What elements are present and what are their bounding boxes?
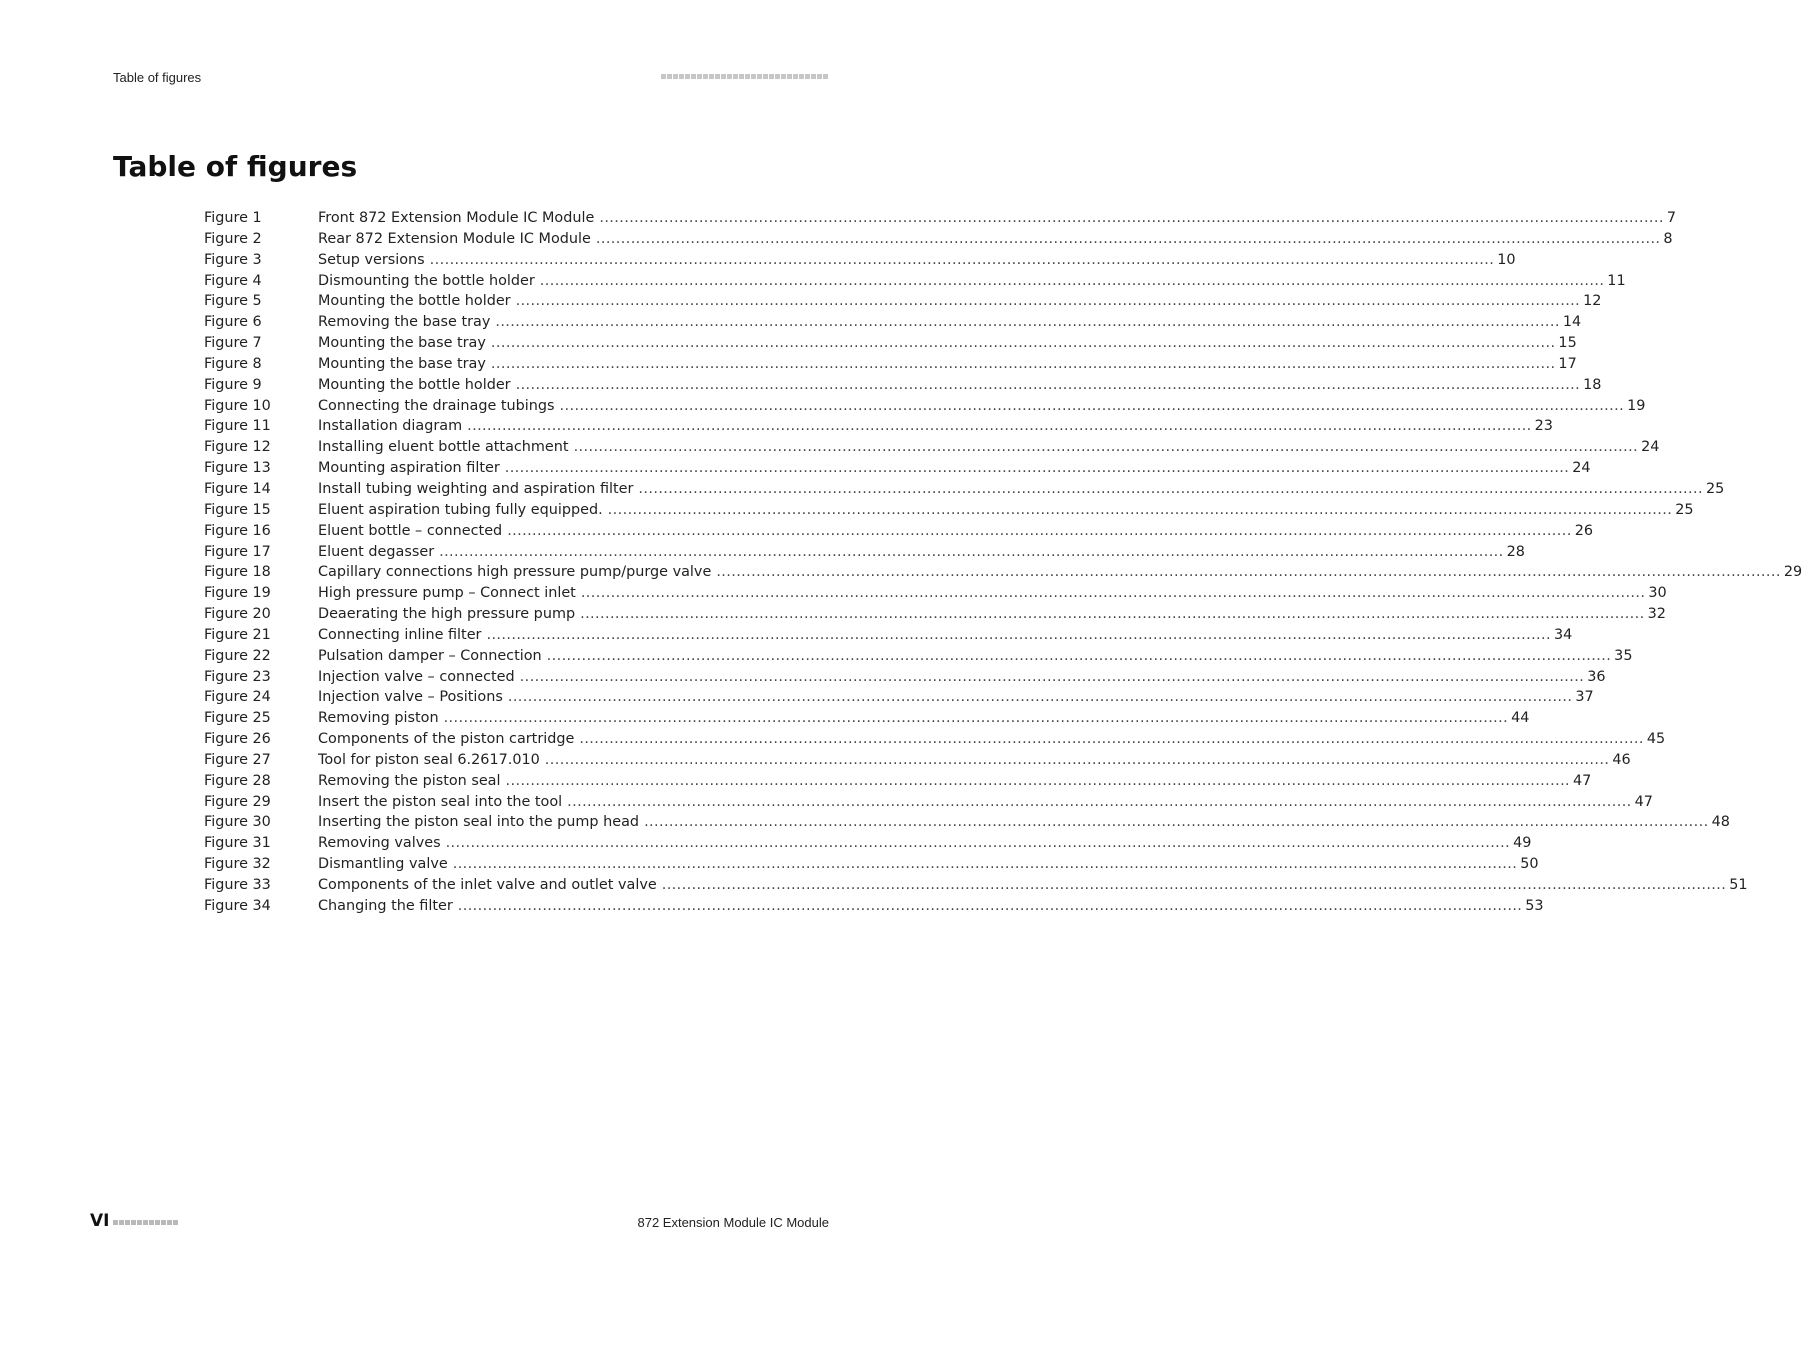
figure-title: Injection valve – connected (318, 668, 515, 685)
figure-label: Figure 28 (204, 772, 271, 789)
footer-decorative-squares (113, 1220, 178, 1225)
figure-title: Capillary connections high pressure pump/purge valve (318, 564, 712, 581)
page-title: Table of figures (113, 150, 358, 183)
figure-entry[interactable] (204, 667, 1606, 688)
dot-leader (505, 458, 1570, 479)
dot-leader (608, 500, 1673, 521)
figure-entry[interactable] (204, 500, 1694, 521)
figure-entry[interactable] (204, 458, 1591, 479)
dot-leader (491, 354, 1556, 375)
figure-label: Figure 11 (204, 418, 271, 435)
figure-entry[interactable] (204, 271, 1626, 292)
figure-label: Figure 21 (204, 626, 271, 643)
figure-label: Figure 23 (204, 668, 271, 685)
figure-page-number: 14 (1562, 314, 1582, 331)
figure-entry[interactable] (204, 354, 1577, 375)
figure-entry[interactable] (204, 792, 1653, 813)
figure-title: Pulsation damper – Connection (318, 647, 542, 664)
figure-page-number: 44 (1511, 710, 1530, 727)
figure-title: Installation diagram (318, 418, 463, 435)
figure-label: Figure 10 (204, 397, 271, 414)
figure-label: Figure 15 (204, 501, 271, 518)
figure-label: Figure 17 (204, 543, 271, 560)
figure-entry[interactable] (204, 875, 1748, 896)
figure-entry[interactable] (204, 771, 1592, 792)
dot-leader (547, 646, 1612, 667)
figure-page-number: 51 (1729, 877, 1748, 893)
dot-leader (516, 291, 1581, 312)
dot-leader (446, 833, 1511, 854)
figure-label: Figure 18 (204, 564, 271, 581)
figure-label: Figure 3 (204, 251, 262, 268)
figure-title: Mounting the base tray (318, 355, 486, 372)
figure-title: Eluent bottle – connected (318, 522, 503, 539)
figure-title: Inserting the piston seal into the pump head (318, 814, 640, 831)
figure-page-number: 15 (1558, 335, 1577, 352)
figure-label: Figure 7 (204, 335, 262, 352)
figure-title: High pressure pump – Connect inlet (318, 585, 576, 602)
figure-title: Removing piston (318, 710, 439, 727)
figure-label: Figure 5 (204, 293, 262, 310)
dot-leader (486, 625, 1551, 646)
figure-title: Deaerating the high pressure pump (318, 606, 576, 623)
figure-page-number: 25 (1675, 501, 1694, 518)
figure-page-number: 8 (1663, 230, 1673, 247)
figure-page-number: 48 (1711, 814, 1730, 831)
figure-title: Connecting the drainage tubings (318, 397, 555, 414)
figure-page-number: 25 (1705, 480, 1725, 497)
figure-list (204, 208, 1802, 917)
dot-leader (581, 583, 1646, 604)
figure-page-number: 10 (1497, 251, 1516, 268)
figure-entry[interactable] (204, 750, 1631, 771)
figure-page-number: 47 (1573, 772, 1592, 789)
figure-page-number: 37 (1575, 689, 1594, 706)
dot-leader (516, 375, 1581, 396)
figure-page-number: 7 (1666, 210, 1677, 226)
figure-label: Figure 20 (204, 606, 271, 623)
figure-entry[interactable] (204, 625, 1573, 646)
figure-entry[interactable] (204, 396, 1646, 417)
figure-title: Setup versions (318, 251, 425, 268)
figure-page-number: 19 (1627, 397, 1646, 414)
dot-leader (458, 896, 1523, 917)
figure-entry[interactable] (204, 229, 1673, 250)
dot-leader (567, 792, 1632, 813)
figure-title: Injection valve – Positions (318, 689, 503, 706)
figure-title: Mounting the base tray (318, 335, 486, 352)
dot-leader (453, 854, 1518, 875)
figure-label: Figure 34 (204, 897, 271, 914)
figure-title: Eluent aspiration tubing fully equipped. (318, 501, 603, 518)
dot-leader (716, 562, 1781, 583)
figure-label: Figure 25 (204, 710, 271, 727)
figure-page-number: 23 (1534, 418, 1553, 435)
figure-label: Figure 13 (204, 460, 271, 477)
dot-leader (467, 416, 1532, 437)
figure-entry[interactable] (204, 312, 1582, 333)
figure-entry[interactable] (204, 479, 1725, 500)
figure-title: Eluent degasser (318, 543, 435, 560)
figure-title: Removing the piston seal (318, 772, 501, 789)
dot-leader (596, 229, 1661, 250)
figure-page-number: 49 (1513, 835, 1532, 852)
figure-page-number: 26 (1574, 522, 1594, 539)
figure-label: Figure 22 (204, 647, 271, 664)
figure-title: Installing eluent bottle attachment (318, 439, 569, 456)
figure-label: Figure 32 (204, 856, 271, 873)
figure-label: Figure 6 (204, 314, 262, 331)
dot-leader (662, 875, 1727, 896)
figure-page-number: 18 (1583, 376, 1602, 393)
figure-title: Rear 872 Extension Module IC Module (318, 230, 591, 247)
figure-page-number: 46 (1612, 751, 1631, 768)
figure-label: Figure 19 (204, 585, 271, 602)
figure-label: Figure 1 (204, 210, 262, 226)
figure-label: Figure 8 (204, 355, 262, 372)
figure-page-number: 11 (1607, 272, 1626, 289)
figure-entry[interactable] (204, 562, 1802, 583)
dot-leader (491, 333, 1556, 354)
figure-label: Figure 9 (204, 376, 262, 393)
figure-entry[interactable] (204, 729, 1666, 750)
dot-leader (560, 396, 1625, 417)
dot-leader (520, 667, 1585, 688)
figure-page-number: 12 (1583, 293, 1602, 310)
figure-label: Figure 14 (204, 480, 271, 497)
figure-entry[interactable] (204, 708, 1530, 729)
figure-title: Components of the inlet valve and outlet valve (318, 877, 657, 893)
figure-entry[interactable] (204, 854, 1539, 875)
figure-page-number: 24 (1641, 439, 1660, 456)
figure-page-number: 30 (1648, 585, 1667, 602)
figure-title: Removing valves (318, 835, 441, 852)
dot-leader (579, 729, 1644, 750)
figure-title: Mounting the bottle holder (318, 293, 511, 310)
figure-label: Figure 12 (204, 439, 271, 456)
figure-page-number: 35 (1614, 647, 1633, 664)
figure-entry[interactable] (204, 542, 1525, 563)
figure-page-number: 24 (1572, 460, 1591, 477)
figure-title: Dismounting the bottle holder (318, 272, 535, 289)
figure-page-number: 36 (1587, 668, 1606, 685)
figure-title: Front 872 Extension Module IC Module (318, 210, 595, 226)
figure-entry[interactable] (204, 291, 1602, 312)
figure-label: Figure 29 (204, 793, 271, 810)
header-decorative-squares (661, 74, 828, 79)
figure-title: Insert the piston seal into the tool (318, 793, 563, 810)
figure-page-number: 34 (1553, 626, 1573, 643)
dot-leader (638, 479, 1703, 500)
figure-title: Components of the piston cartridge (318, 731, 575, 748)
figure-title: Removing the base tray (318, 314, 491, 331)
dot-leader (508, 687, 1573, 708)
dot-leader (444, 708, 1509, 729)
figure-title: Tool for piston seal 6.2617.010 (318, 751, 540, 768)
figure-entry[interactable] (204, 333, 1577, 354)
figure-entry[interactable] (204, 521, 1594, 542)
figure-title: Connecting inline filter (318, 626, 482, 643)
figure-page-number: 29 (1783, 564, 1802, 581)
figure-entry[interactable] (204, 833, 1532, 854)
figure-entry[interactable] (204, 208, 1677, 229)
figure-label: Figure 33 (204, 877, 271, 893)
dot-leader (430, 250, 1495, 271)
figure-label: Figure 4 (204, 272, 262, 289)
figure-entry[interactable] (204, 646, 1633, 667)
figure-entry[interactable] (204, 375, 1602, 396)
dot-leader (545, 750, 1610, 771)
figure-title: Mounting the bottle holder (318, 376, 511, 393)
figure-label: Figure 2 (204, 230, 262, 247)
dot-leader (507, 521, 1572, 542)
figure-entry[interactable] (204, 812, 1730, 833)
figure-title: Mounting aspiration filter (318, 460, 500, 477)
page-number: VI (90, 1211, 110, 1231)
figure-page-number: 17 (1558, 355, 1577, 372)
figure-entry[interactable] (204, 437, 1660, 458)
dot-leader (580, 604, 1645, 625)
figure-entry[interactable] (204, 583, 1667, 604)
figure-title: Changing the filter (318, 897, 453, 914)
figure-title: Dismantling valve (318, 856, 448, 873)
figure-page-number: 32 (1647, 606, 1666, 623)
footer-document-title: 872 Extension Module IC Module (637, 1215, 829, 1230)
dot-leader (506, 771, 1571, 792)
figure-entry[interactable] (204, 250, 1516, 271)
figure-entry[interactable] (204, 604, 1666, 625)
dot-leader (574, 437, 1639, 458)
figure-label: Figure 24 (204, 689, 271, 706)
figure-label: Figure 16 (204, 522, 271, 539)
figure-entry[interactable] (204, 416, 1553, 437)
dot-leader (495, 312, 1560, 333)
figure-page-number: 28 (1506, 543, 1525, 560)
figure-label: Figure 31 (204, 835, 271, 852)
figure-entry[interactable] (204, 687, 1594, 708)
dot-leader (644, 812, 1709, 833)
running-header-title: Table of figures (113, 70, 202, 85)
figure-label: Figure 27 (204, 751, 271, 768)
figure-page-number: 53 (1525, 897, 1544, 914)
dot-leader (439, 542, 1504, 563)
figure-title: Install tubing weighting and aspiration filter (318, 480, 634, 497)
dot-leader (599, 208, 1664, 229)
figure-page-number: 47 (1634, 793, 1653, 810)
figure-label: Figure 26 (204, 731, 271, 748)
figure-page-number: 45 (1646, 731, 1666, 748)
figure-page-number: 50 (1520, 856, 1539, 873)
dot-leader (540, 271, 1605, 292)
figure-label: Figure 30 (204, 814, 271, 831)
figure-entry[interactable] (204, 896, 1544, 917)
